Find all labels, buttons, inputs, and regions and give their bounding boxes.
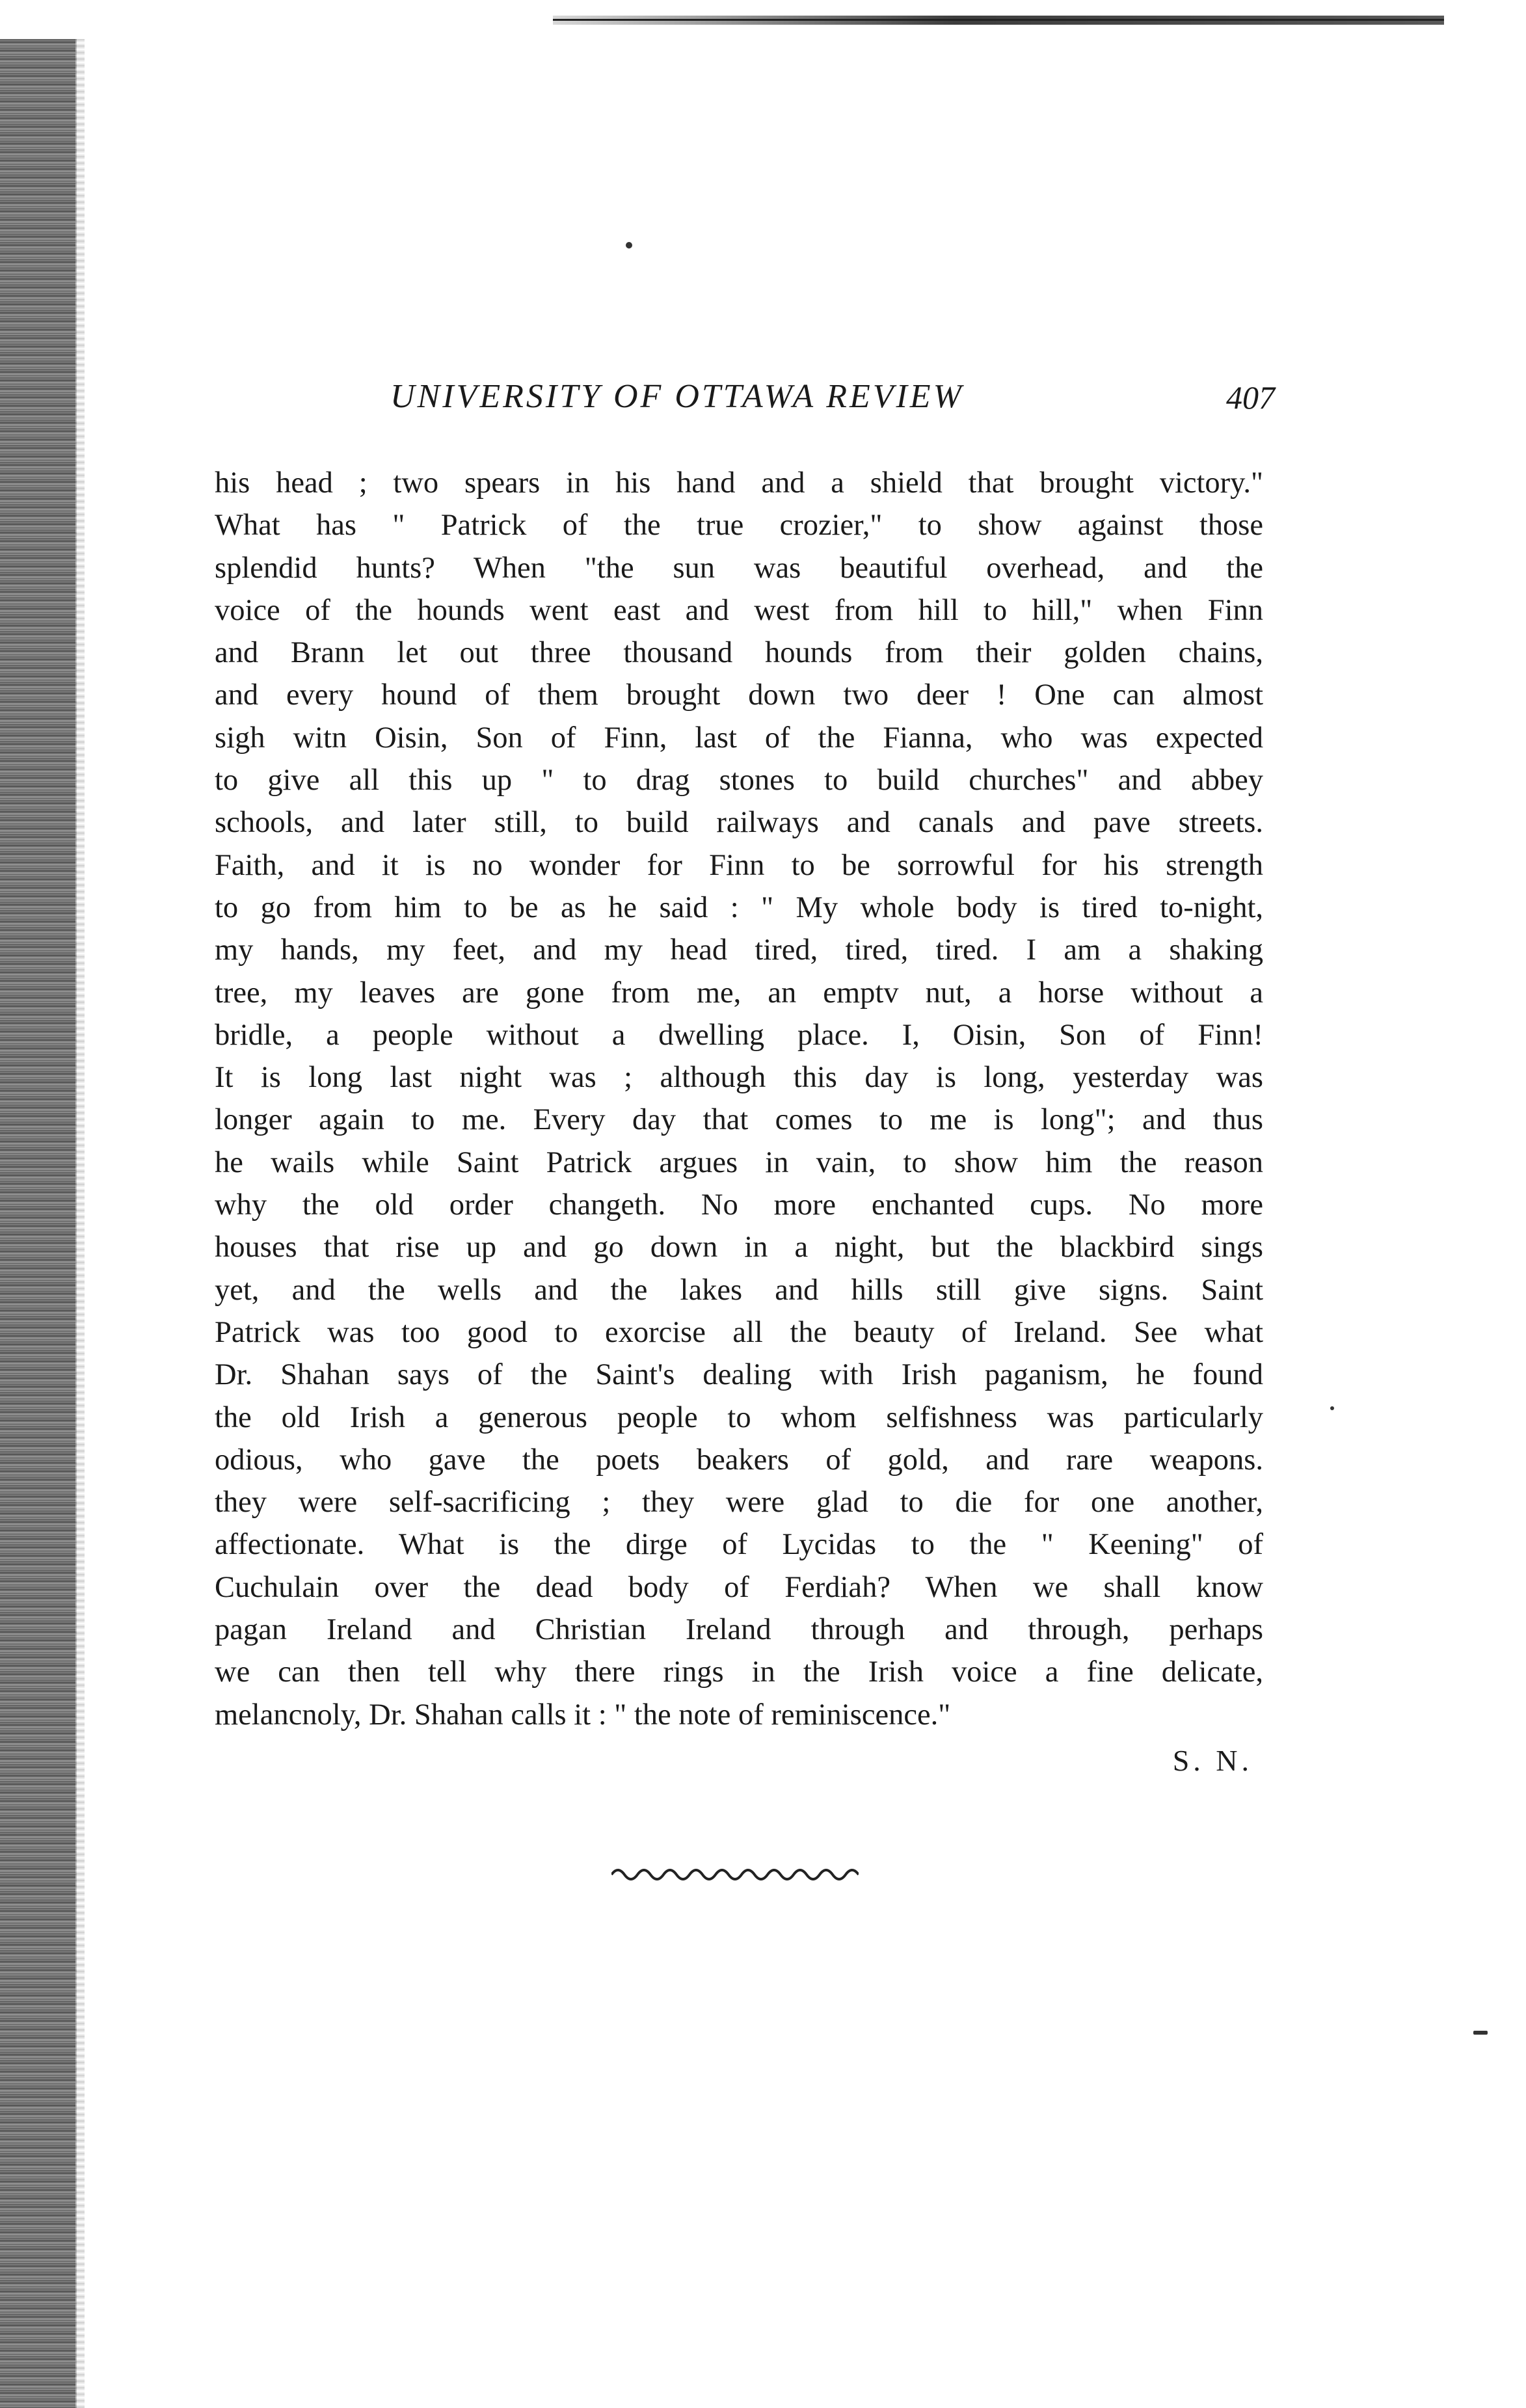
text-line: Patrick was too good to exorcise all the beauty of Ireland. See what bbox=[215, 1315, 1263, 1349]
text-line: splendid hunts? When "the sun was beautiful overhead, and the bbox=[215, 551, 1263, 585]
text-line: to go from him to be as he said : " My whole body is tired to-night, bbox=[215, 890, 1263, 924]
text-line: Cuchulain over the dead body of Ferdiah? When we shall know bbox=[215, 1570, 1263, 1604]
text-line: affectionate. What is the dirge of Lycidas to the " Keening" of bbox=[215, 1528, 1263, 1562]
text-line: why the old order changeth. No more enchanted cups. No more bbox=[215, 1188, 1263, 1222]
text-line: the old Irish a generous people to whom selfishness was particularly bbox=[215, 1400, 1263, 1434]
text-line: my hands, my feet, and my head tired, tired, tired. I am a shaking bbox=[215, 933, 1263, 967]
text-line: they were self-sacrificing ; they were glad to die for one another, bbox=[215, 1486, 1263, 1519]
speck bbox=[1473, 2031, 1488, 2035]
text-line: odious, who gave the poets beakers of gold, and rare weapons. bbox=[215, 1443, 1263, 1477]
author-signature: S. N. bbox=[1172, 1744, 1253, 1777]
running-head: UNIVERSITY OF OTTAWA REVIEW bbox=[390, 378, 964, 415]
text-line: his head ; two spears in his hand and a shield that brought victory." bbox=[215, 466, 1263, 500]
text-line: schools, and later still, to build railways and canals and pave streets. bbox=[215, 806, 1263, 840]
top-rule bbox=[553, 16, 1444, 25]
text-line: pagan Ireland and Christian Ireland through and through, perhaps bbox=[215, 1613, 1263, 1647]
text-line: and Brann let out three thousand hounds from their golden chains, bbox=[215, 636, 1263, 670]
text-line: What has " Patrick of the true crozier," to show against those bbox=[215, 509, 1263, 542]
text-line: Faith, and it is no wonder for Finn to be sorrowful for his strength bbox=[215, 848, 1263, 882]
article-text bbox=[215, 462, 1263, 1736]
text-line: It is long last night was ; although this day is long, yesterday was bbox=[215, 1061, 1263, 1095]
text-line: sigh witn Oisin, Son of Finn, last of the Fianna, who was expected bbox=[215, 721, 1263, 755]
text-line: longer again to me. Every day that comes to me is long"; and thus bbox=[215, 1103, 1263, 1137]
text-line: to give all this up " to drag stones to build churches" and abbey bbox=[215, 764, 1263, 797]
speck bbox=[1330, 1406, 1334, 1410]
text-line: Dr. Shahan says of the Saint's dealing with Irish paganism, he found bbox=[215, 1358, 1263, 1392]
text-line: voice of the hounds went east and west from hill to hill," when Finn bbox=[215, 593, 1263, 627]
text-line: houses that rise up and go down in a night, but the blackbird sings bbox=[215, 1231, 1263, 1264]
text-line: bridle, a people without a dwelling place. I, Oisin, Son of Finn! bbox=[215, 1018, 1263, 1052]
text-line: he wails while Saint Patrick argues in vain, to show him the reason bbox=[215, 1145, 1263, 1179]
binding-edge bbox=[0, 39, 77, 2408]
text-line: tree, my leaves are gone from me, an emptv nut, a horse without a bbox=[215, 976, 1263, 1010]
page-header bbox=[390, 377, 1275, 429]
wavy-ornament bbox=[611, 1862, 859, 1888]
speck bbox=[626, 242, 632, 248]
text-line: we can then tell why there rings in the Irish voice a fine delicate, bbox=[215, 1655, 1263, 1689]
page-number: 407 bbox=[1226, 379, 1275, 416]
text-line: yet, and the wells and the lakes and hills still give signs. Saint bbox=[215, 1273, 1263, 1307]
text-line: and every hound of them brought down two deer ! One can almost bbox=[215, 678, 1263, 712]
text-line: melancnoly, Dr. Shahan calls it : " the note of reminiscence." bbox=[215, 1698, 951, 1732]
